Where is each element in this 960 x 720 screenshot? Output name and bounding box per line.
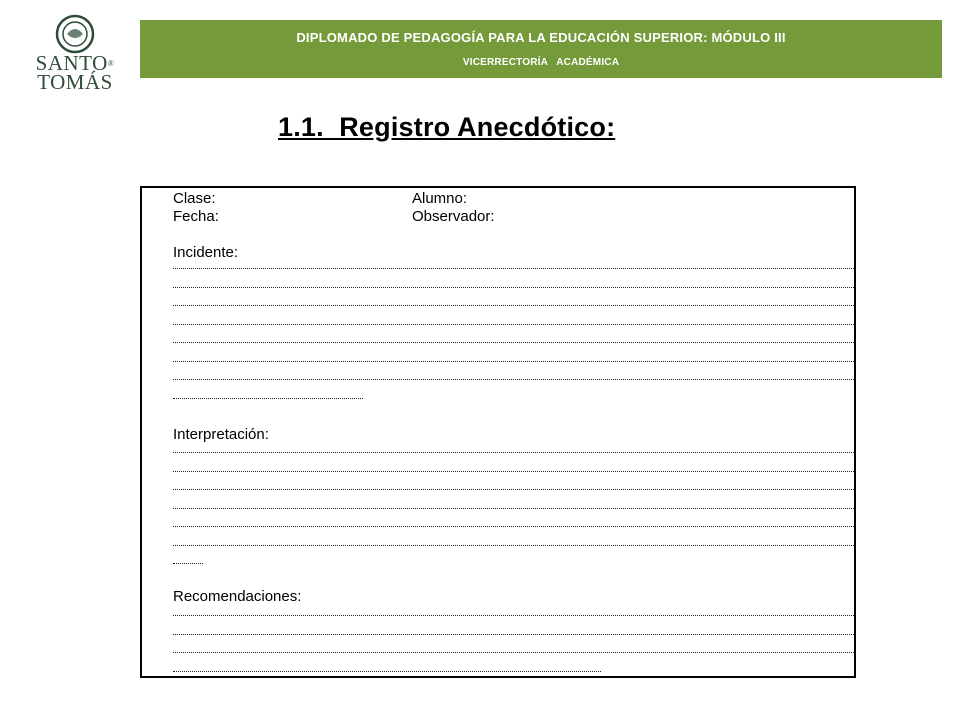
banner-subtitle: VICERRECTORÍA ACADÉMICA xyxy=(462,57,620,68)
dotted-writing-line xyxy=(173,487,854,490)
dotted-writing-line xyxy=(173,322,854,325)
dotted-writing-line xyxy=(173,543,854,546)
dotted-writing-line xyxy=(173,450,854,453)
dotted-writing-line xyxy=(173,340,854,343)
logo-wordmark xyxy=(20,51,130,94)
logo-text-bottom: TOMÁS xyxy=(37,70,113,94)
dotted-writing-line xyxy=(173,359,854,362)
dotted-writing-line xyxy=(173,650,854,653)
interpretacion-label: Interpretación: xyxy=(173,426,269,443)
dotted-writing-line xyxy=(173,266,854,269)
seal-icon xyxy=(55,14,95,54)
dotted-writing-line xyxy=(173,377,854,380)
logo-registered-mark: ® xyxy=(107,59,115,68)
dotted-writing-line xyxy=(173,669,601,672)
dotted-writing-line xyxy=(173,469,854,472)
dotted-writing-line xyxy=(173,396,363,399)
logo-text-top: SANTO xyxy=(35,51,108,75)
dotted-writing-line xyxy=(173,506,854,509)
banner-title: DIPLOMADO DE PEDAGOGÍA PARA LA EDUCACIÓN SUPERIOR: MÓDULO III xyxy=(296,30,786,45)
fecha-label: Fecha: xyxy=(173,208,219,225)
dotted-writing-line xyxy=(173,561,203,564)
anecdotal-record-form xyxy=(140,186,856,678)
santo-tomas-logo xyxy=(20,14,130,106)
dotted-writing-line xyxy=(173,524,854,527)
dotted-writing-line xyxy=(173,303,854,306)
dotted-writing-line xyxy=(173,613,854,616)
dotted-writing-line xyxy=(173,285,854,288)
recomendaciones-label: Recomendaciones: xyxy=(173,588,302,605)
header-banner xyxy=(140,20,942,78)
observador-label: Observador: xyxy=(412,208,495,225)
page-heading: 1.1. Registro Anecdótico: xyxy=(278,112,616,142)
dotted-writing-line xyxy=(173,632,854,635)
incidente-label: Incidente: xyxy=(173,244,239,261)
clase-label: Clase: xyxy=(173,190,216,207)
alumno-label: Alumno: xyxy=(412,190,468,207)
